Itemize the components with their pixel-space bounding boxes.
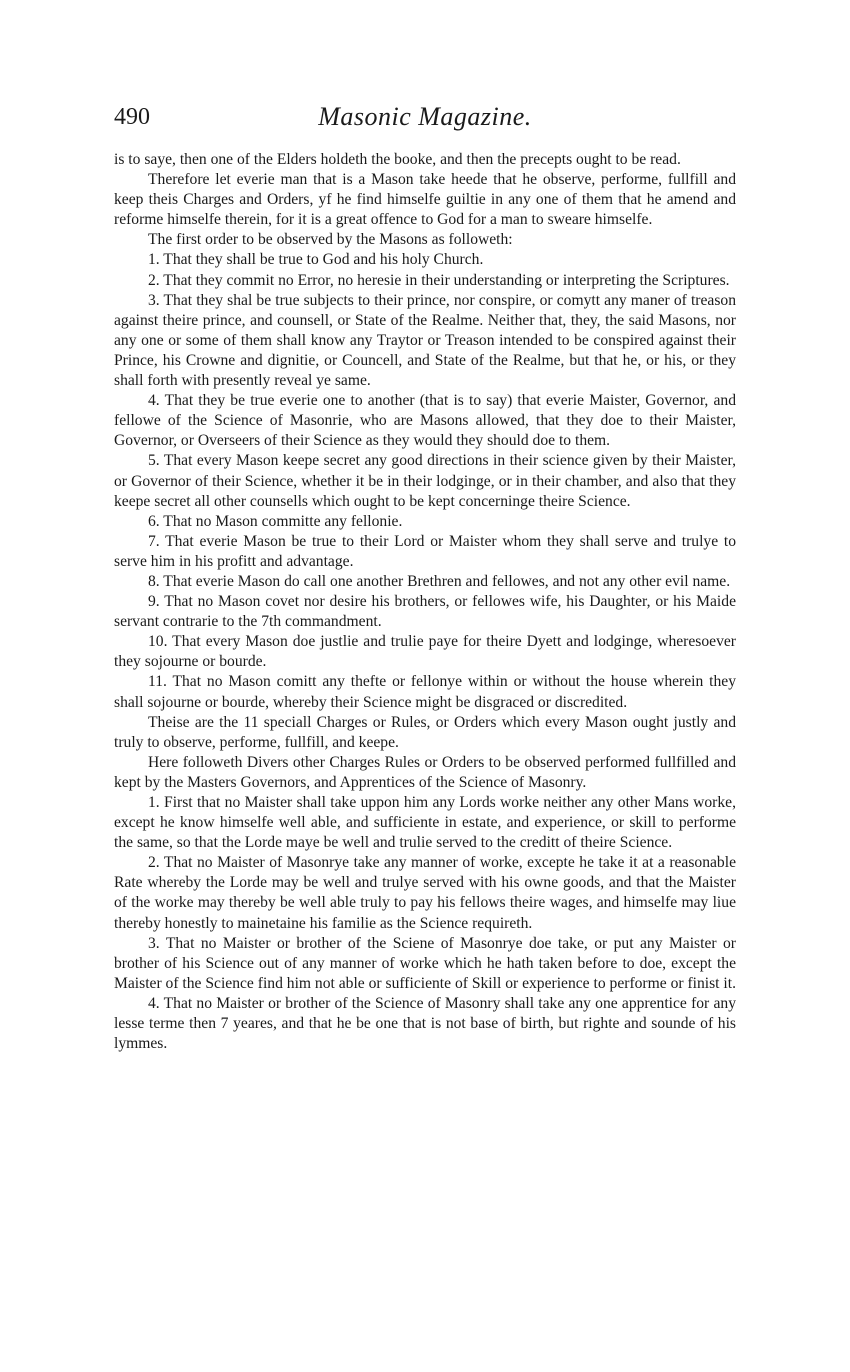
paragraph: The first order to be observed by the Masons as followeth: [148,231,513,249]
paragraph: 1. First that no Maister shall take uppon him any Lords worke neither any other Mans worke, except he know himselfe well able, and sufficiente in estate, and experience, or skill to performe the same, so that the Lorde maye be well and trulie served to the creditt of theire Science. [114,794,736,852]
paragraph: 2. That no Maister of Masonrye take any manner of worke, excepte he take it at a reasonable Rate whereby the Lorde may be well and trulye served with his owne goods, and that the Maister of the worke may thereby be well able truly to pay his fellows theire wages, and himselfe may liue thereby honestly to mainetaine his familie as the Science requireth. [114,854,736,932]
page-number: 490 [114,104,150,130]
paragraph: 1. That they shall be true to God and his holy Church. [148,251,484,269]
paragraph: 4. That they be true everie one to another (that is to say) that everie Maister, Governor, and fellowe of the Science of Masonrie, who are Masons allowed, that they doe to their Maister, Governor, or Overseers of their Science as they would they should doe to them. [114,392,736,450]
paragraph: 10. That every Mason doe justlie and trulie paye for theire Dyett and lodginge, wheresoever they sojourne or bourde. [114,633,736,671]
paragraph: 5. That every Mason keepe secret any good directions in their science given by their Maister, or Governor of their Science, whether it be in their lodginge, or in their chamber, and also that they keepe secret all other counsells which ought to be kept concerninge theire Science. [114,452,736,510]
paragraph: Here followeth Divers other Charges Rules or Orders to be observed performed fullfilled and kept by the Masters Governors, and Apprentices of the Science of Masonry. [114,753,736,791]
paragraph: 6. That no Mason committe any fellonie. [148,512,403,530]
paragraph: 3. That no Maister or brother of the Sciene of Masonrye doe take, or put any Maister or brother of his Science out of any manner of worke which he hath taken before to doe, except the Maister of the Science find him not able or sufficiente of Skill or experience to performe or finist it. [114,934,736,992]
paragraph: 9. That no Mason covet nor desire his brothers, or fellowes wife, his Daughter, or his Maide servant contrarie to the 7th commandment. [114,593,736,631]
paragraph: 7. That everie Mason be true to their Lord or Maister whom they shall serve and trulye to serve him in his profitt and advantage. [114,532,736,570]
paragraph: is to saye, then one of the Elders holdeth the booke, and then the precepts ought to be read. [114,151,681,168]
paragraph: 8. That everie Mason do call one another Brethren and fellowes, and not any other evil name. [148,572,731,590]
paragraph: 3. That they shal be true subjects to their prince, nor conspire, or comytt any maner of treason against theire prince, and counsell, or State of the Realme. Neither that, they, the said Masons, nor any one or some of them shall know any Traytor or Treason intended to be conspired against their Prince, his Crowne and dignitie, or Councell, and State of the Realme, but that he, or his, or they shall forth with presently reveal ye same. [114,291,736,390]
paragraph: 4. That no Maister or brother of the Science of Masonry shall take any one apprentice for any lesse terme then 7 yeares, and that he be one that is not base of birth, but righte and sounde of his lymmes. [114,994,736,1053]
running-title: Masonic Magazine. [318,102,532,131]
paragraph: 11. That no Mason comitt any thefte or fellonye within or without the house wherein they shall sojourne or bourde, whereby their Science might be disgraced or discredited. [114,673,736,711]
page-header [114,100,736,134]
paragraph: 2. That they commit no Error, no heresie in their understanding or interpreting the Scriptures. [148,271,730,289]
body-text [114,150,736,1054]
paragraph: Theise are the 11 speciall Charges or Rules, or Orders which every Mason ought justly and truly to observe, performe, fullfill, and keepe. [114,713,736,751]
paragraph: Therefore let everie man that is a Mason take heede that he observe, performe, fullfill and keep theis Charges and Orders, yf he find himselfe guiltie in any one of them that he amend and reforme himselfe therein, for it is a great offence to God for a man to sweare himselfe. [114,171,736,229]
